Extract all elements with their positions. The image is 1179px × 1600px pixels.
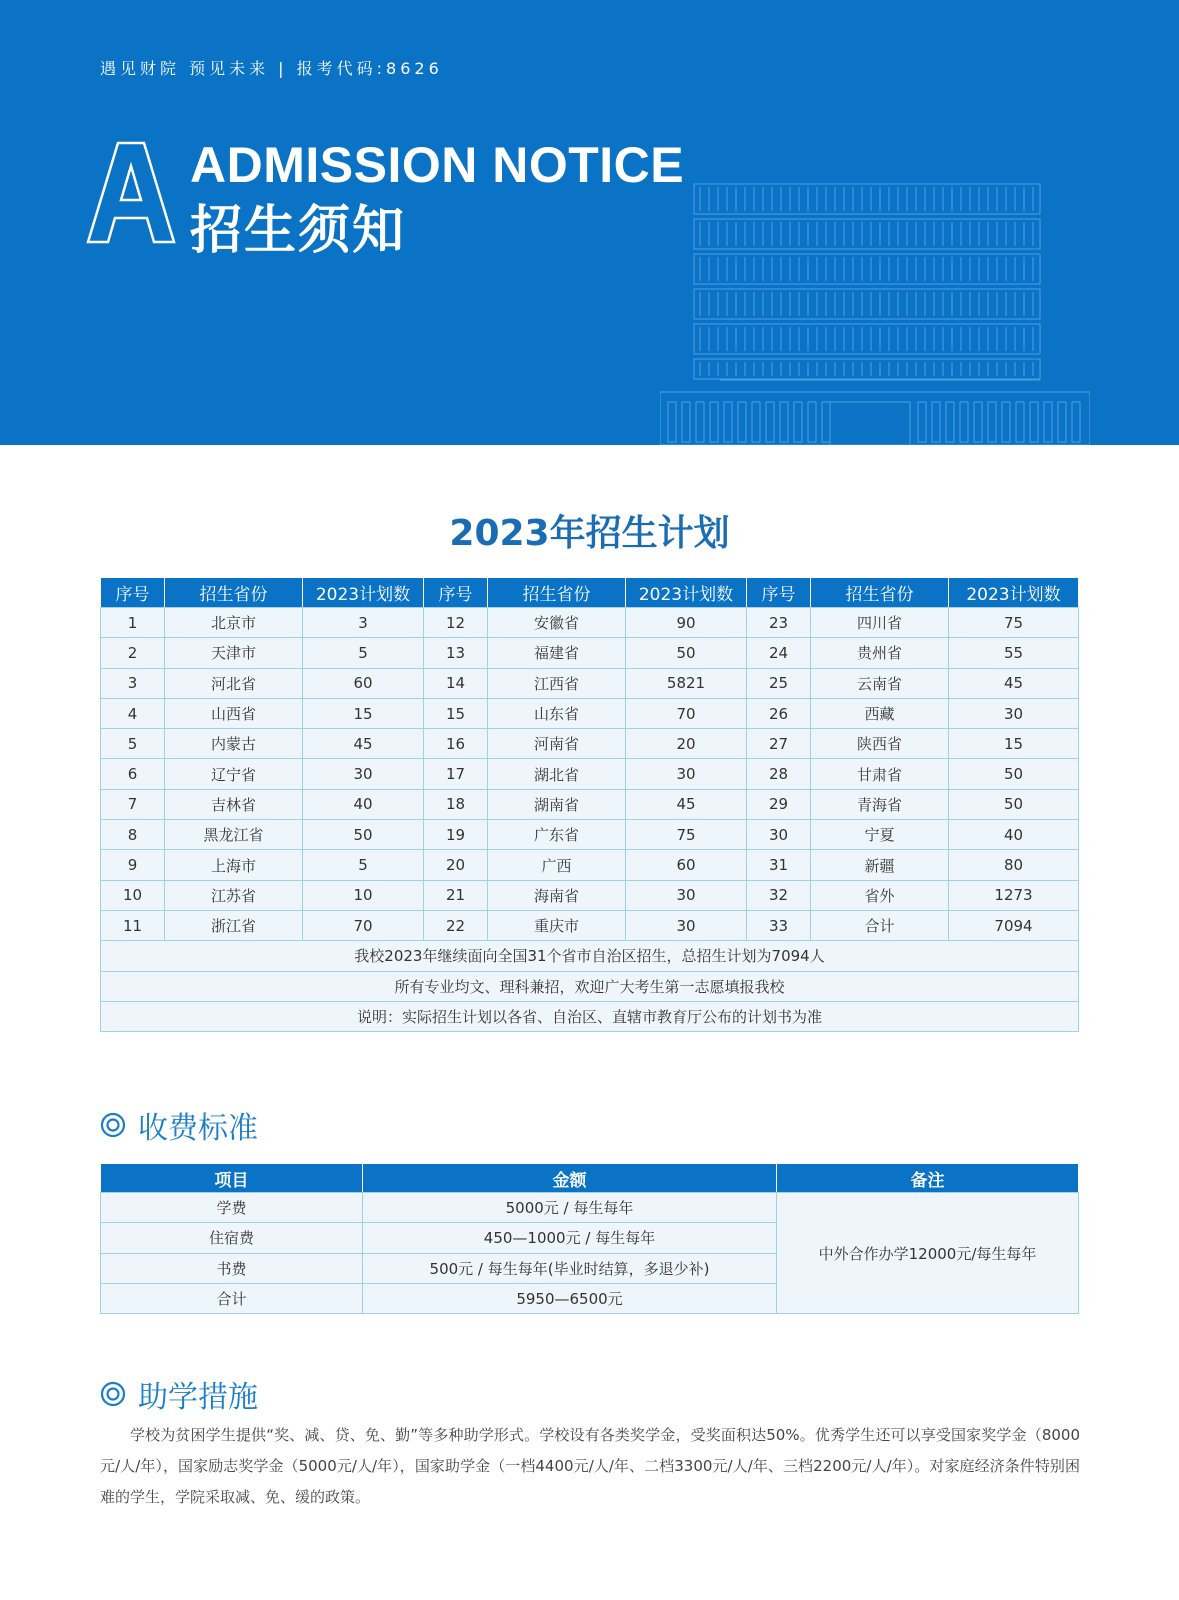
plan-count: 50 (949, 789, 1079, 819)
province-name: 上海市 (165, 850, 303, 880)
fee-remark: 中外合作办学12000元/每生每年 (777, 1193, 1079, 1314)
serial-number: 10 (101, 880, 165, 910)
province-name: 河北省 (165, 668, 303, 698)
serial-number: 24 (747, 638, 811, 668)
serial-number: 11 (101, 910, 165, 940)
column-header: 序号 (424, 578, 488, 608)
province-name: 黑龙江省 (165, 820, 303, 850)
serial-number: 26 (747, 698, 811, 728)
plan-count: 50 (949, 759, 1079, 789)
table-header-row (101, 578, 1079, 608)
plan-count: 5 (303, 850, 424, 880)
table-row (101, 638, 1079, 668)
province-name: 山西省 (165, 698, 303, 728)
province-name: 重庆市 (488, 910, 626, 940)
serial-number: 22 (424, 910, 488, 940)
serial-number: 28 (747, 759, 811, 789)
province-name: 甘肃省 (811, 759, 949, 789)
table-row (101, 698, 1079, 728)
target-circle-icon (100, 1381, 126, 1407)
province-name: 云南省 (811, 668, 949, 698)
serial-number: 19 (424, 820, 488, 850)
fee-item: 住宿费 (101, 1223, 363, 1253)
province-name: 合计 (811, 910, 949, 940)
serial-number: 4 (101, 698, 165, 728)
fee-item: 合计 (101, 1283, 363, 1313)
serial-number: 3 (101, 668, 165, 698)
province-name: 西藏 (811, 698, 949, 728)
serial-number: 21 (424, 880, 488, 910)
fee-amount: 450—1000元 / 每生每年 (363, 1223, 777, 1253)
column-header: 项目 (101, 1164, 363, 1193)
plan-note: 所有专业均文、理科兼招，欢迎广大考生第一志愿填报我校 (101, 971, 1079, 1001)
plan-count: 30 (626, 910, 747, 940)
table-row (101, 729, 1079, 759)
plan-note: 我校2023年继续面向全国31个省市自治区招生，总招生计划为7094人 (101, 941, 1079, 971)
province-name: 海南省 (488, 880, 626, 910)
plan-note: 说明：实际招生计划以各省、自治区、直辖市教育厅公布的计划书为准 (101, 1001, 1079, 1031)
plan-count: 70 (303, 910, 424, 940)
serial-number: 23 (747, 608, 811, 638)
serial-number: 20 (424, 850, 488, 880)
plan-count: 40 (303, 789, 424, 819)
serial-number: 7 (101, 789, 165, 819)
table-row (101, 910, 1079, 940)
table-header-row (101, 1164, 1079, 1193)
title-chinese: 招生须知 (190, 201, 407, 261)
column-header: 2023计划数 (303, 578, 424, 608)
plan-count: 3 (303, 608, 424, 638)
plan-count: 30 (626, 759, 747, 789)
table-row (101, 608, 1079, 638)
header-banner (0, 0, 1179, 445)
province-name: 贵州省 (811, 638, 949, 668)
serial-number: 9 (101, 850, 165, 880)
target-circle-icon (100, 1112, 126, 1138)
table-row (101, 789, 1079, 819)
plan-count: 55 (949, 638, 1079, 668)
serial-number: 32 (747, 880, 811, 910)
note-row (101, 1001, 1079, 1031)
table-row (101, 820, 1079, 850)
note-row (101, 971, 1079, 1001)
plan-count: 10 (303, 880, 424, 910)
province-name: 湖北省 (488, 759, 626, 789)
province-name: 山东省 (488, 698, 626, 728)
serial-number: 14 (424, 668, 488, 698)
column-header: 序号 (101, 578, 165, 608)
plan-count: 45 (626, 789, 747, 819)
province-name: 广西 (488, 850, 626, 880)
plan-count: 50 (626, 638, 747, 668)
plan-count: 70 (626, 698, 747, 728)
province-name: 北京市 (165, 608, 303, 638)
serial-number: 18 (424, 789, 488, 819)
column-header: 招生省份 (811, 578, 949, 608)
province-name: 内蒙古 (165, 729, 303, 759)
column-header: 招生省份 (488, 578, 626, 608)
province-name: 四川省 (811, 608, 949, 638)
fees-section-heading (100, 1103, 258, 1147)
serial-number: 6 (101, 759, 165, 789)
plan-count: 80 (949, 850, 1079, 880)
serial-number: 8 (101, 820, 165, 850)
province-name: 湖南省 (488, 789, 626, 819)
province-name: 浙江省 (165, 910, 303, 940)
province-name: 广东省 (488, 820, 626, 850)
province-name: 安徽省 (488, 608, 626, 638)
table-row (101, 850, 1079, 880)
aid-section-title: 助学措施 (138, 1380, 258, 1415)
plan-count: 5821 (626, 668, 747, 698)
column-header: 金额 (363, 1164, 777, 1193)
column-header: 招生省份 (165, 578, 303, 608)
plan-count: 60 (303, 668, 424, 698)
province-name: 辽宁省 (165, 759, 303, 789)
serial-number: 17 (424, 759, 488, 789)
fee-item: 学费 (101, 1193, 363, 1223)
plan-count: 7094 (949, 910, 1079, 940)
plan-count: 90 (626, 608, 747, 638)
serial-number: 1 (101, 608, 165, 638)
plan-count: 15 (303, 698, 424, 728)
plan-count: 50 (303, 820, 424, 850)
plan-count: 30 (303, 759, 424, 789)
plan-count: 5 (303, 638, 424, 668)
serial-number: 5 (101, 729, 165, 759)
plan-count: 40 (949, 820, 1079, 850)
column-header: 备注 (777, 1164, 1079, 1193)
aid-paragraph: 学校为贫困学生提供“奖、减、贷、免、勤”等多种助学形式。学校设有各类奖学金，受奖面积达50%。优秀学生还可以享受国家奖学金（8000元/人/年），国家励志奖学金（5000元/人/年），国家助学金（一档4400元/人/年、二档3300元/人/年、三档2200元/人/年）。对家庭经济条件特别困难的学生，学院采取减、免、缓的政策。 (100, 1426, 1080, 1506)
province-name: 江苏省 (165, 880, 303, 910)
serial-number: 27 (747, 729, 811, 759)
title-english: ADMISSION NOTICE (190, 137, 685, 193)
fee-item: 书费 (101, 1253, 363, 1283)
plan-count: 30 (949, 698, 1079, 728)
province-name: 省外 (811, 880, 949, 910)
serial-number: 15 (424, 698, 488, 728)
plan-count: 30 (626, 880, 747, 910)
column-header: 2023计划数 (949, 578, 1079, 608)
column-header: 序号 (747, 578, 811, 608)
serial-number: 30 (747, 820, 811, 850)
plan-count: 45 (303, 729, 424, 759)
serial-number: 16 (424, 729, 488, 759)
serial-number: 33 (747, 910, 811, 940)
plan-count: 45 (949, 668, 1079, 698)
serial-number: 12 (424, 608, 488, 638)
serial-number: 2 (101, 638, 165, 668)
serial-number: 31 (747, 850, 811, 880)
serial-number: 29 (747, 789, 811, 819)
province-name: 青海省 (811, 789, 949, 819)
province-name: 新疆 (811, 850, 949, 880)
fees-section-title: 收费标准 (138, 1111, 258, 1146)
enrollment-plan-table (100, 577, 1079, 1032)
building-illustration (660, 180, 1090, 445)
fee-amount: 5950—6500元 (363, 1283, 777, 1313)
plan-count: 1273 (949, 880, 1079, 910)
letter-a-logo (86, 140, 176, 245)
fee-amount: 500元 / 每生每年(毕业时结算，多退少补) (363, 1253, 777, 1283)
plan-count: 75 (626, 820, 747, 850)
aid-section-heading (100, 1372, 258, 1416)
province-name: 陕西省 (811, 729, 949, 759)
plan-count: 20 (626, 729, 747, 759)
note-row (101, 941, 1079, 971)
table-row (101, 759, 1079, 789)
table-row (101, 1193, 1079, 1223)
serial-number: 25 (747, 668, 811, 698)
fee-table (100, 1163, 1079, 1314)
province-name: 江西省 (488, 668, 626, 698)
serial-number: 13 (424, 638, 488, 668)
plan-title: 2023年招生计划 (449, 513, 730, 554)
column-header: 2023计划数 (626, 578, 747, 608)
plan-count: 60 (626, 850, 747, 880)
province-name: 宁夏 (811, 820, 949, 850)
plan-count: 15 (949, 729, 1079, 759)
table-row (101, 880, 1079, 910)
province-name: 河南省 (488, 729, 626, 759)
province-name: 天津市 (165, 638, 303, 668)
table-row (101, 668, 1079, 698)
province-name: 吉林省 (165, 789, 303, 819)
plan-count: 75 (949, 608, 1079, 638)
province-name: 福建省 (488, 638, 626, 668)
fee-amount: 5000元 / 每生每年 (363, 1193, 777, 1223)
tagline: 遇见财院 预见未来 | 报考代码:8626 (100, 59, 443, 78)
